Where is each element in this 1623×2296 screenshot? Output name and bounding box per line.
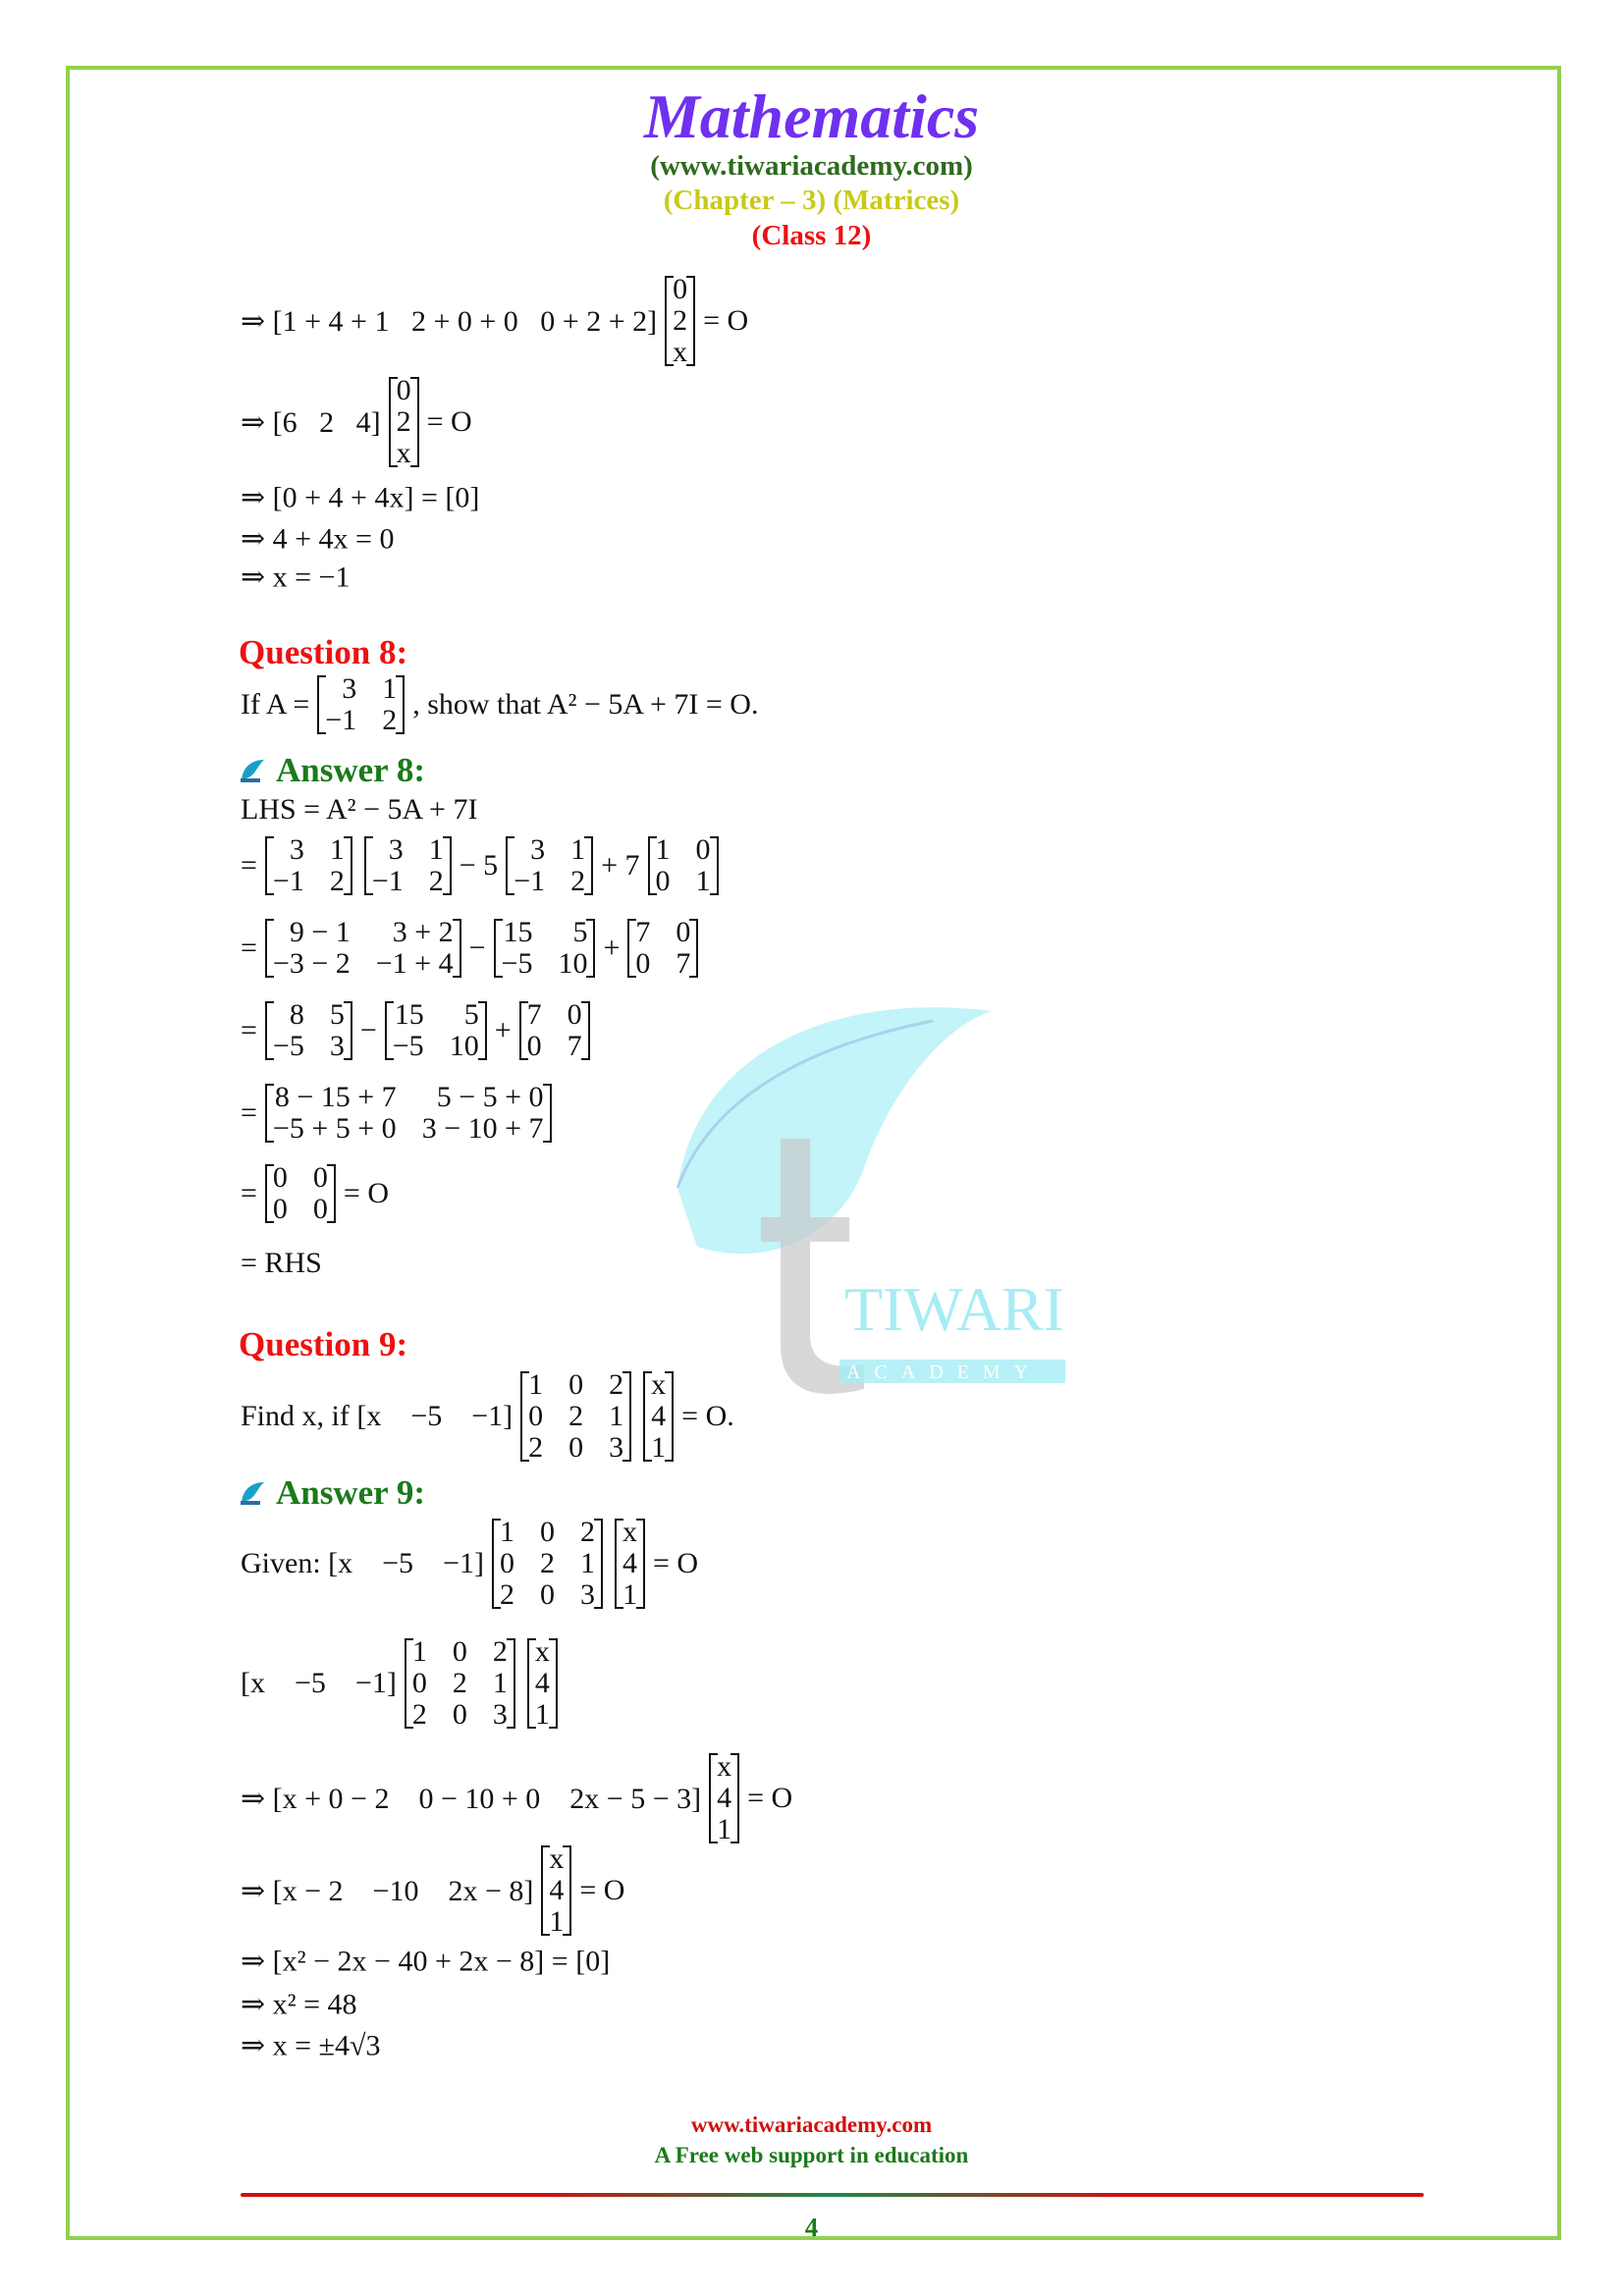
matrix-cell: 0 (567, 998, 582, 1031)
math-text: = (241, 1014, 257, 1046)
matrix-cell: 1 (570, 833, 586, 866)
question-8-text (239, 673, 760, 736)
matrix-cell: 1 (382, 672, 398, 705)
matrix-cell: 4 (622, 1547, 637, 1579)
math-text: + (603, 932, 621, 964)
matrix-cell: 2 (579, 1516, 595, 1548)
math-text: ⇒ [x + 0 − 2 0 − 10 + 0 2x − 5 − 3] (241, 1782, 702, 1815)
watermark-sub: ACADEMY (846, 1362, 1043, 1383)
matrix-cell: 3 (492, 1698, 508, 1731)
math-line (239, 2029, 383, 2063)
matrix-cell: x (622, 1516, 637, 1548)
matrix-cell: x (396, 437, 411, 469)
matrix (405, 1636, 515, 1731)
question-9-text (239, 1369, 736, 1464)
matrix-cell: 15 (394, 998, 424, 1031)
leaf-icon (239, 1479, 266, 1507)
matrix-cell: 1 (579, 1547, 595, 1579)
math-text: − (468, 932, 486, 964)
matrix-cell: 1 (411, 1635, 427, 1668)
matrix-cell: 1 (528, 1368, 544, 1401)
math-text: ⇒ x² = 48 (241, 1988, 357, 2021)
matrix-cell: 4 (651, 1400, 667, 1432)
matrix (648, 834, 719, 897)
math-line (239, 561, 352, 595)
math-line (239, 917, 704, 980)
matrix-cell: x (534, 1635, 550, 1668)
matrix-cell: 2 (528, 1431, 544, 1464)
matrix-cell: 1 (492, 1667, 508, 1699)
math-text: − 5 (459, 849, 499, 881)
math-text: ⇒ [6 2 4] (241, 405, 381, 439)
matrix-cell: 3 (329, 1030, 345, 1062)
math-text: = RHS (241, 1247, 322, 1279)
question-9-heading: Question 9: (239, 1325, 408, 1363)
matrix-cell: 2 (570, 865, 586, 897)
matrix (389, 375, 419, 469)
matrix-cell: 0 (272, 1161, 288, 1194)
math-line (239, 793, 479, 827)
math-text: , show that A² − 5A + 7I = O. (412, 688, 759, 721)
matrix-cell: 0 (272, 1193, 288, 1225)
matrix-cell: 7 (526, 998, 542, 1031)
matrix-cell: 1 (651, 1431, 667, 1464)
matrix-cell: 1 (549, 1905, 565, 1938)
math-line (239, 1517, 700, 1611)
math-text: LHS = A² − 5A + 7I (241, 793, 478, 826)
matrix-cell: 0 (568, 1368, 584, 1401)
matrix-cell: 2 (396, 405, 411, 438)
matrix-cell: 0 (312, 1193, 328, 1225)
math-text: = (241, 932, 257, 964)
matrix-cell: −1 (272, 865, 304, 897)
footer-tagline: A Free web support in education (654, 2143, 969, 2167)
math-line (239, 1636, 564, 1731)
matrix (364, 834, 452, 897)
math-text: ⇒ x = −1 (241, 561, 351, 594)
math-line (239, 999, 596, 1062)
matrix-cell: 0 (452, 1635, 467, 1668)
matrix-cell: 2 (539, 1547, 555, 1579)
matrix-cell: −1 (371, 865, 404, 897)
matrix-cell: 0 (411, 1667, 427, 1699)
matrix-cell: 0 (452, 1698, 467, 1731)
math-text: ⇒ x = ±4√3 (241, 2029, 381, 2062)
matrix (494, 917, 596, 980)
math-text: = O (343, 1177, 390, 1209)
matrix-cell: 1 (695, 865, 711, 897)
math-line (239, 1247, 324, 1280)
math-text: = (241, 1177, 257, 1209)
watermark-brand: TIWARI (844, 1274, 1064, 1344)
answer-8-label: Answer 8: (276, 751, 425, 789)
matrix (615, 1517, 645, 1611)
math-line (239, 1988, 359, 2022)
matrix-cell: 1 (329, 833, 345, 866)
matrix-cell: −5 (392, 1030, 424, 1062)
math-line (239, 1751, 794, 1845)
math-text: [x −5 −1] (241, 1667, 397, 1699)
matrix (265, 917, 461, 980)
footer-url[interactable]: www.tiwariacademy.com (690, 2112, 933, 2137)
matrix-cell: 2 (673, 304, 688, 337)
matrix-cell: −3 − 2 (272, 947, 351, 980)
math-text: Given: [x −5 −1] (241, 1547, 484, 1579)
matrix-cell: 2 (411, 1698, 427, 1731)
matrix (492, 1517, 603, 1611)
matrix-cell: −1 + 4 (375, 947, 454, 980)
matrix-cell: x (673, 336, 688, 368)
math-line (239, 522, 396, 557)
matrix-cell: 4 (717, 1782, 732, 1814)
math-text: = O (426, 405, 472, 438)
matrix-cell: 3 (530, 833, 546, 866)
website-link[interactable]: (www.tiwariacademy.com) (650, 150, 973, 182)
math-line (239, 1082, 558, 1145)
matrix (265, 999, 352, 1062)
matrix-cell: 4 (549, 1874, 565, 1906)
matrix-cell: 1 (499, 1516, 514, 1548)
matrix-cell: 2 (492, 1635, 508, 1668)
math-line (239, 481, 481, 515)
matrix-cell: 0 (676, 916, 691, 948)
matrix-cell: 10 (449, 1030, 479, 1062)
matrix-cell: 2 (499, 1578, 514, 1611)
matrix-cell: 0 (695, 833, 711, 866)
matrix-cell: 8 − 15 + 7 (274, 1081, 397, 1113)
answer-9-label: Answer 9: (276, 1473, 425, 1512)
math-text: = O (579, 1874, 625, 1906)
matrix-cell: 9 − 1 (289, 916, 351, 948)
matrix-cell: 0 (539, 1578, 555, 1611)
matrix-cell: 1 (609, 1400, 624, 1432)
math-text: = (241, 849, 257, 881)
math-line (239, 834, 725, 897)
math-text: = O (703, 304, 749, 337)
page-number: 4 (804, 2213, 819, 2242)
matrix-cell: 2 (382, 704, 398, 736)
matrix (265, 1082, 552, 1145)
matrix-cell: 5 (572, 916, 588, 948)
class-label: (Class 12) (751, 220, 872, 251)
matrix-cell: −5 + 5 + 0 (272, 1112, 397, 1145)
answer-9-heading (239, 1473, 425, 1513)
matrix (519, 999, 590, 1062)
matrix-cell: 3 (609, 1431, 624, 1464)
answer-8-heading (239, 751, 425, 790)
matrix-cell: −1 (514, 865, 546, 897)
matrix-cell: 1 (534, 1698, 550, 1731)
matrix (520, 1369, 631, 1464)
matrix (527, 1636, 558, 1731)
matrix (506, 834, 593, 897)
matrix-cell: 0 (528, 1400, 544, 1432)
math-line (239, 274, 750, 368)
matrix-cell: 3 (388, 833, 404, 866)
math-line (239, 375, 474, 469)
math-text: If A = (241, 688, 310, 721)
matrix (317, 673, 405, 736)
matrix-cell: −5 (272, 1030, 304, 1062)
math-text: + (494, 1014, 512, 1046)
math-text: ⇒ [0 + 4 + 4x] = [0] (241, 481, 480, 514)
matrix-cell: 0 (526, 1030, 542, 1062)
matrix-cell: 1 (655, 833, 671, 866)
math-line (239, 1843, 626, 1938)
math-line (239, 1162, 391, 1225)
matrix (541, 1843, 571, 1938)
matrix (265, 1162, 336, 1225)
matrix-cell: 2 (609, 1368, 624, 1401)
matrix-cell: 1 (428, 833, 444, 866)
matrix-cell: 5 (329, 998, 345, 1031)
math-text: = O. (681, 1400, 734, 1432)
math-text: ⇒ [x² − 2x − 40 + 2x − 8] = [0] (241, 1945, 611, 1978)
matrix-cell: 5 − 5 + 0 (436, 1081, 544, 1113)
matrix-cell: 2 (329, 865, 345, 897)
matrix (265, 834, 352, 897)
math-text: Find x, if [x −5 −1] (241, 1400, 514, 1432)
matrix-cell: 0 (396, 374, 411, 406)
matrix-cell: x (651, 1368, 667, 1401)
matrix-cell: 0 (568, 1431, 584, 1464)
matrix-cell: 2 (428, 865, 444, 897)
math-text: − (359, 1014, 377, 1046)
matrix-cell: 3 − 10 + 7 (421, 1112, 544, 1145)
footer-divider (241, 2193, 1424, 2197)
matrix (643, 1369, 674, 1464)
matrix-cell: 1 (622, 1578, 637, 1611)
matrix-cell: −1 (325, 704, 357, 736)
matrix-cell: 1 (717, 1813, 732, 1845)
matrix-cell: 7 (635, 916, 651, 948)
math-text: ⇒ [x − 2 −10 2x − 8] (241, 1874, 534, 1907)
matrix-cell: 2 (568, 1400, 584, 1432)
matrix-cell: 0 (673, 273, 688, 305)
matrix-cell: 0 (539, 1516, 555, 1548)
matrix-cell: 3 (579, 1578, 595, 1611)
matrix-cell: x (717, 1750, 732, 1783)
chapter-label: (Chapter – 3) (Matrices) (663, 185, 960, 216)
tiwari-academy-watermark (638, 991, 1064, 1404)
matrix-cell: −5 (501, 947, 533, 980)
matrix-cell: 5 (463, 998, 479, 1031)
matrix (665, 274, 695, 368)
matrix-cell: 3 (342, 672, 357, 705)
matrix-cell: 4 (534, 1667, 550, 1699)
matrix (385, 999, 487, 1062)
math-line (239, 1945, 612, 1979)
leaf-icon (239, 757, 266, 784)
math-text: ⇒ 4 + 4x = 0 (241, 522, 395, 556)
math-text: + 7 (601, 849, 640, 881)
question-8-heading: Question 8: (239, 633, 408, 671)
matrix-cell: 7 (676, 947, 691, 980)
matrix-cell: 0 (312, 1161, 328, 1194)
matrix-cell: 0 (635, 947, 651, 980)
page-title: Mathematics (643, 81, 980, 151)
matrix-cell: 0 (655, 865, 671, 897)
matrix-cell: 7 (567, 1030, 582, 1062)
matrix-cell: 3 (289, 833, 304, 866)
matrix (627, 917, 698, 980)
matrix-cell: 0 (499, 1547, 514, 1579)
matrix-cell: x (549, 1842, 565, 1875)
matrix (709, 1751, 739, 1845)
matrix-cell: 2 (452, 1667, 467, 1699)
math-text: ⇒ [1 + 4 + 1 2 + 0 + 0 0 + 2 + 2] (241, 304, 658, 338)
math-text: = O (652, 1547, 699, 1579)
matrix-cell: 3 + 2 (392, 916, 454, 948)
matrix-cell: 15 (503, 916, 533, 948)
matrix-cell: 10 (558, 947, 588, 980)
matrix-cell: 8 (289, 998, 304, 1031)
math-text: = (241, 1096, 257, 1129)
math-text: = O (747, 1782, 793, 1814)
